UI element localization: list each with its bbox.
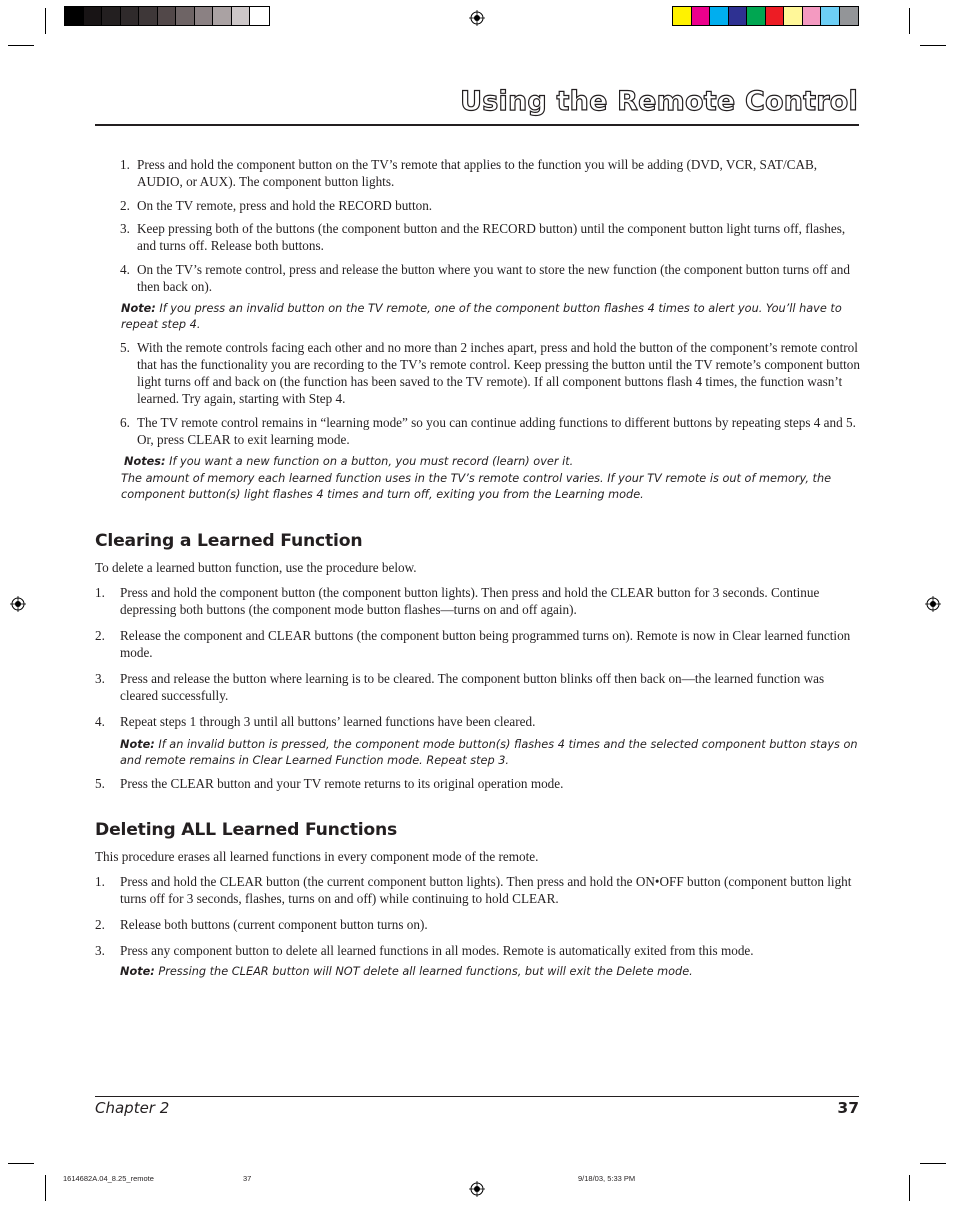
registration-mark-icon	[925, 596, 941, 612]
section-intro: This procedure erases all learned functions in every component mode of the remote.	[95, 849, 539, 864]
step-text: Press and hold the component button on the TV’s remote that applies to the function you will be adding (DVD, VCR, SAT/CAB, AUDIO, or AUX). The component button lights.	[137, 157, 818, 189]
note: The amount of memory each learned function uses in the TV’s remote control varies. If your TV remote is out of memory, the component button(s) light flashes 4 times and turn off, exiting you from the Learning mode.	[121, 472, 832, 501]
slug-date: 9/18/03, 5:33 PM	[578, 1174, 636, 1183]
color-swatch	[729, 7, 748, 25]
step-number: 2.	[95, 916, 105, 932]
color-swatch	[176, 7, 195, 25]
list-item	[95, 261, 861, 295]
step-number: 1.	[95, 873, 105, 889]
crop-mark-br-v	[909, 1175, 910, 1201]
note-text: If you want a new function on a button, you must record (learn) over it.	[169, 455, 574, 468]
color-swatch	[250, 7, 269, 25]
registration-mark-icon	[469, 10, 485, 26]
registration-mark-icon	[469, 1181, 485, 1197]
note-label: Note:	[120, 964, 155, 978]
color-swatch	[213, 7, 232, 25]
note-label: Note:	[121, 302, 156, 315]
crop-mark-tl-h	[8, 45, 34, 46]
color-swatch	[784, 7, 803, 25]
step-number: 4.	[120, 261, 130, 277]
step-text: With the remote controls facing each other and no more than 2 inches apart, press and hold the button of the component’s remote control that has the functionality you are recording to the TV’s remote control. Keep pressing the button until the TV remote’s component button light turns off and back on (the function has been saved to the TV remote). If all component buttons flash 4 times, the function wasn’t learned. Try again, starting with Step 4.	[137, 340, 860, 406]
section-heading: Clearing a Learned Function	[95, 531, 363, 551]
note-text: If you press an invalid button on the TV remote, one of the component button flashes 4 times to alert you. You’ll have to repeat step 4.	[121, 302, 842, 331]
crop-mark-tr-v	[909, 8, 910, 34]
step-number: 3.	[95, 670, 105, 686]
step-number: 5.	[95, 775, 105, 791]
section-learning-steps	[95, 156, 861, 509]
color-swatch	[232, 7, 251, 25]
color-swatch	[840, 7, 859, 25]
step-number: 1.	[120, 157, 130, 172]
section-intro: To delete a learned button function, use the procedure below.	[95, 560, 417, 575]
step-text: Press and hold the CLEAR button (the current component button lights). Then press and hold the ON•OFF button (component button light turns off for 3 seconds, flashes, turns on and off) while continuing to hold CLEAR.	[120, 873, 852, 906]
color-swatch	[821, 7, 840, 25]
crop-mark-tl-v	[45, 8, 46, 34]
note	[95, 737, 861, 769]
note-label: Notes:	[124, 455, 166, 468]
step-number: 5.	[120, 340, 130, 355]
note-label: Note:	[120, 737, 155, 751]
color-swatch	[673, 7, 692, 25]
list-item	[95, 339, 861, 407]
list-item	[95, 414, 861, 448]
step-number: 3.	[120, 221, 130, 236]
footer-rule	[95, 1096, 859, 1097]
step-number: 1.	[95, 584, 105, 600]
step-text: Press any component button to delete all learned functions in all modes. Remote is automatically exited from this mode.	[120, 942, 754, 958]
step-text: Repeat steps 1 through 3 until all buttons’ learned functions have been cleared.	[120, 713, 536, 729]
note	[95, 301, 861, 333]
list-item	[95, 197, 861, 214]
section-deleting	[95, 822, 861, 986]
color-swatch	[102, 7, 121, 25]
color-swatch	[195, 7, 214, 25]
title-rule	[95, 124, 859, 126]
step-number: 6.	[120, 414, 130, 430]
step-text: The TV remote control remains in “learning mode” so you can continue adding functions to different buttons by repeating steps 4 and 5. Or, press CLEAR to exit learning mode.	[137, 414, 856, 447]
color-swatch	[766, 7, 785, 25]
list-item	[95, 942, 861, 959]
color-swatch	[747, 7, 766, 25]
list-item	[95, 670, 861, 704]
list-item	[95, 873, 861, 907]
color-swatch	[65, 7, 84, 25]
process-color-bar	[672, 6, 859, 26]
step-number: 2.	[95, 627, 105, 643]
step-text: Press and release the button where learning is to be cleared. The component button blinks off then back on—the learned function was cleared successfully.	[120, 670, 825, 703]
crop-mark-br-h	[920, 1163, 946, 1164]
slug-filename: 1614682A.04_8.25_remote	[63, 1174, 154, 1183]
color-swatch	[710, 7, 729, 25]
note	[95, 454, 861, 470]
list-item	[95, 713, 861, 730]
color-swatch	[139, 7, 158, 25]
step-text: Keep pressing both of the buttons (the component button and the RECORD button) until the component button light turns off, flashes, and turns off. Release both buttons.	[137, 221, 846, 253]
step-text: On the TV’s remote control, press and release the button where you want to store the new function (the component button turns off and then back on).	[137, 261, 850, 294]
list-item	[95, 156, 861, 190]
page-title: Using the Remote Control	[460, 86, 858, 117]
step-text: On the TV remote, press and hold the RECORD button.	[137, 197, 433, 213]
section-clearing	[95, 533, 861, 798]
crop-mark-bl-v	[45, 1175, 46, 1201]
step-number: 2.	[120, 197, 130, 213]
step-text: Release both buttons (current component button turns on).	[120, 916, 428, 932]
step-text: Release the component and CLEAR buttons (the component button being programmed turns on). Remote is now in Clear learned function mode.	[120, 627, 851, 660]
list-item	[95, 627, 861, 661]
step-number: 3.	[95, 942, 105, 958]
step-text: Press the CLEAR button and your TV remote returns to its original operation mode.	[120, 775, 564, 791]
note-text: If an invalid button is pressed, the component mode button(s) flashes 4 times and the selected component button stays on and remote remains in Clear Learned Function mode. Repeat step 3.	[120, 737, 858, 767]
crop-mark-bl-h	[8, 1163, 34, 1164]
note-text: Pressing the CLEAR button will NOT delete all learned functions, but will exit the Delete mode.	[158, 964, 693, 978]
registration-mark-icon	[10, 596, 26, 612]
footer-chapter: Chapter 2	[95, 1099, 170, 1117]
color-swatch	[158, 7, 177, 25]
color-swatch	[803, 7, 822, 25]
color-swatch	[121, 7, 140, 25]
list-item	[95, 220, 861, 254]
grayscale-color-bar	[64, 6, 270, 26]
section-heading: Deleting ALL Learned Functions	[95, 820, 398, 840]
list-item	[95, 775, 861, 792]
note	[95, 964, 861, 980]
page-number: 37	[837, 1099, 859, 1117]
list-item	[95, 584, 861, 618]
crop-mark-tr-h	[920, 45, 946, 46]
color-swatch	[692, 7, 711, 25]
list-item	[95, 916, 861, 933]
step-text: Press and hold the component button (the component button lights). Then press and hold the CLEAR button for 3 seconds. Continue depressing both buttons (the component mode button flashes—turns on and off again).	[120, 584, 820, 617]
slug-page: 37	[243, 1174, 252, 1183]
step-number: 4.	[95, 713, 105, 729]
color-swatch	[84, 7, 103, 25]
